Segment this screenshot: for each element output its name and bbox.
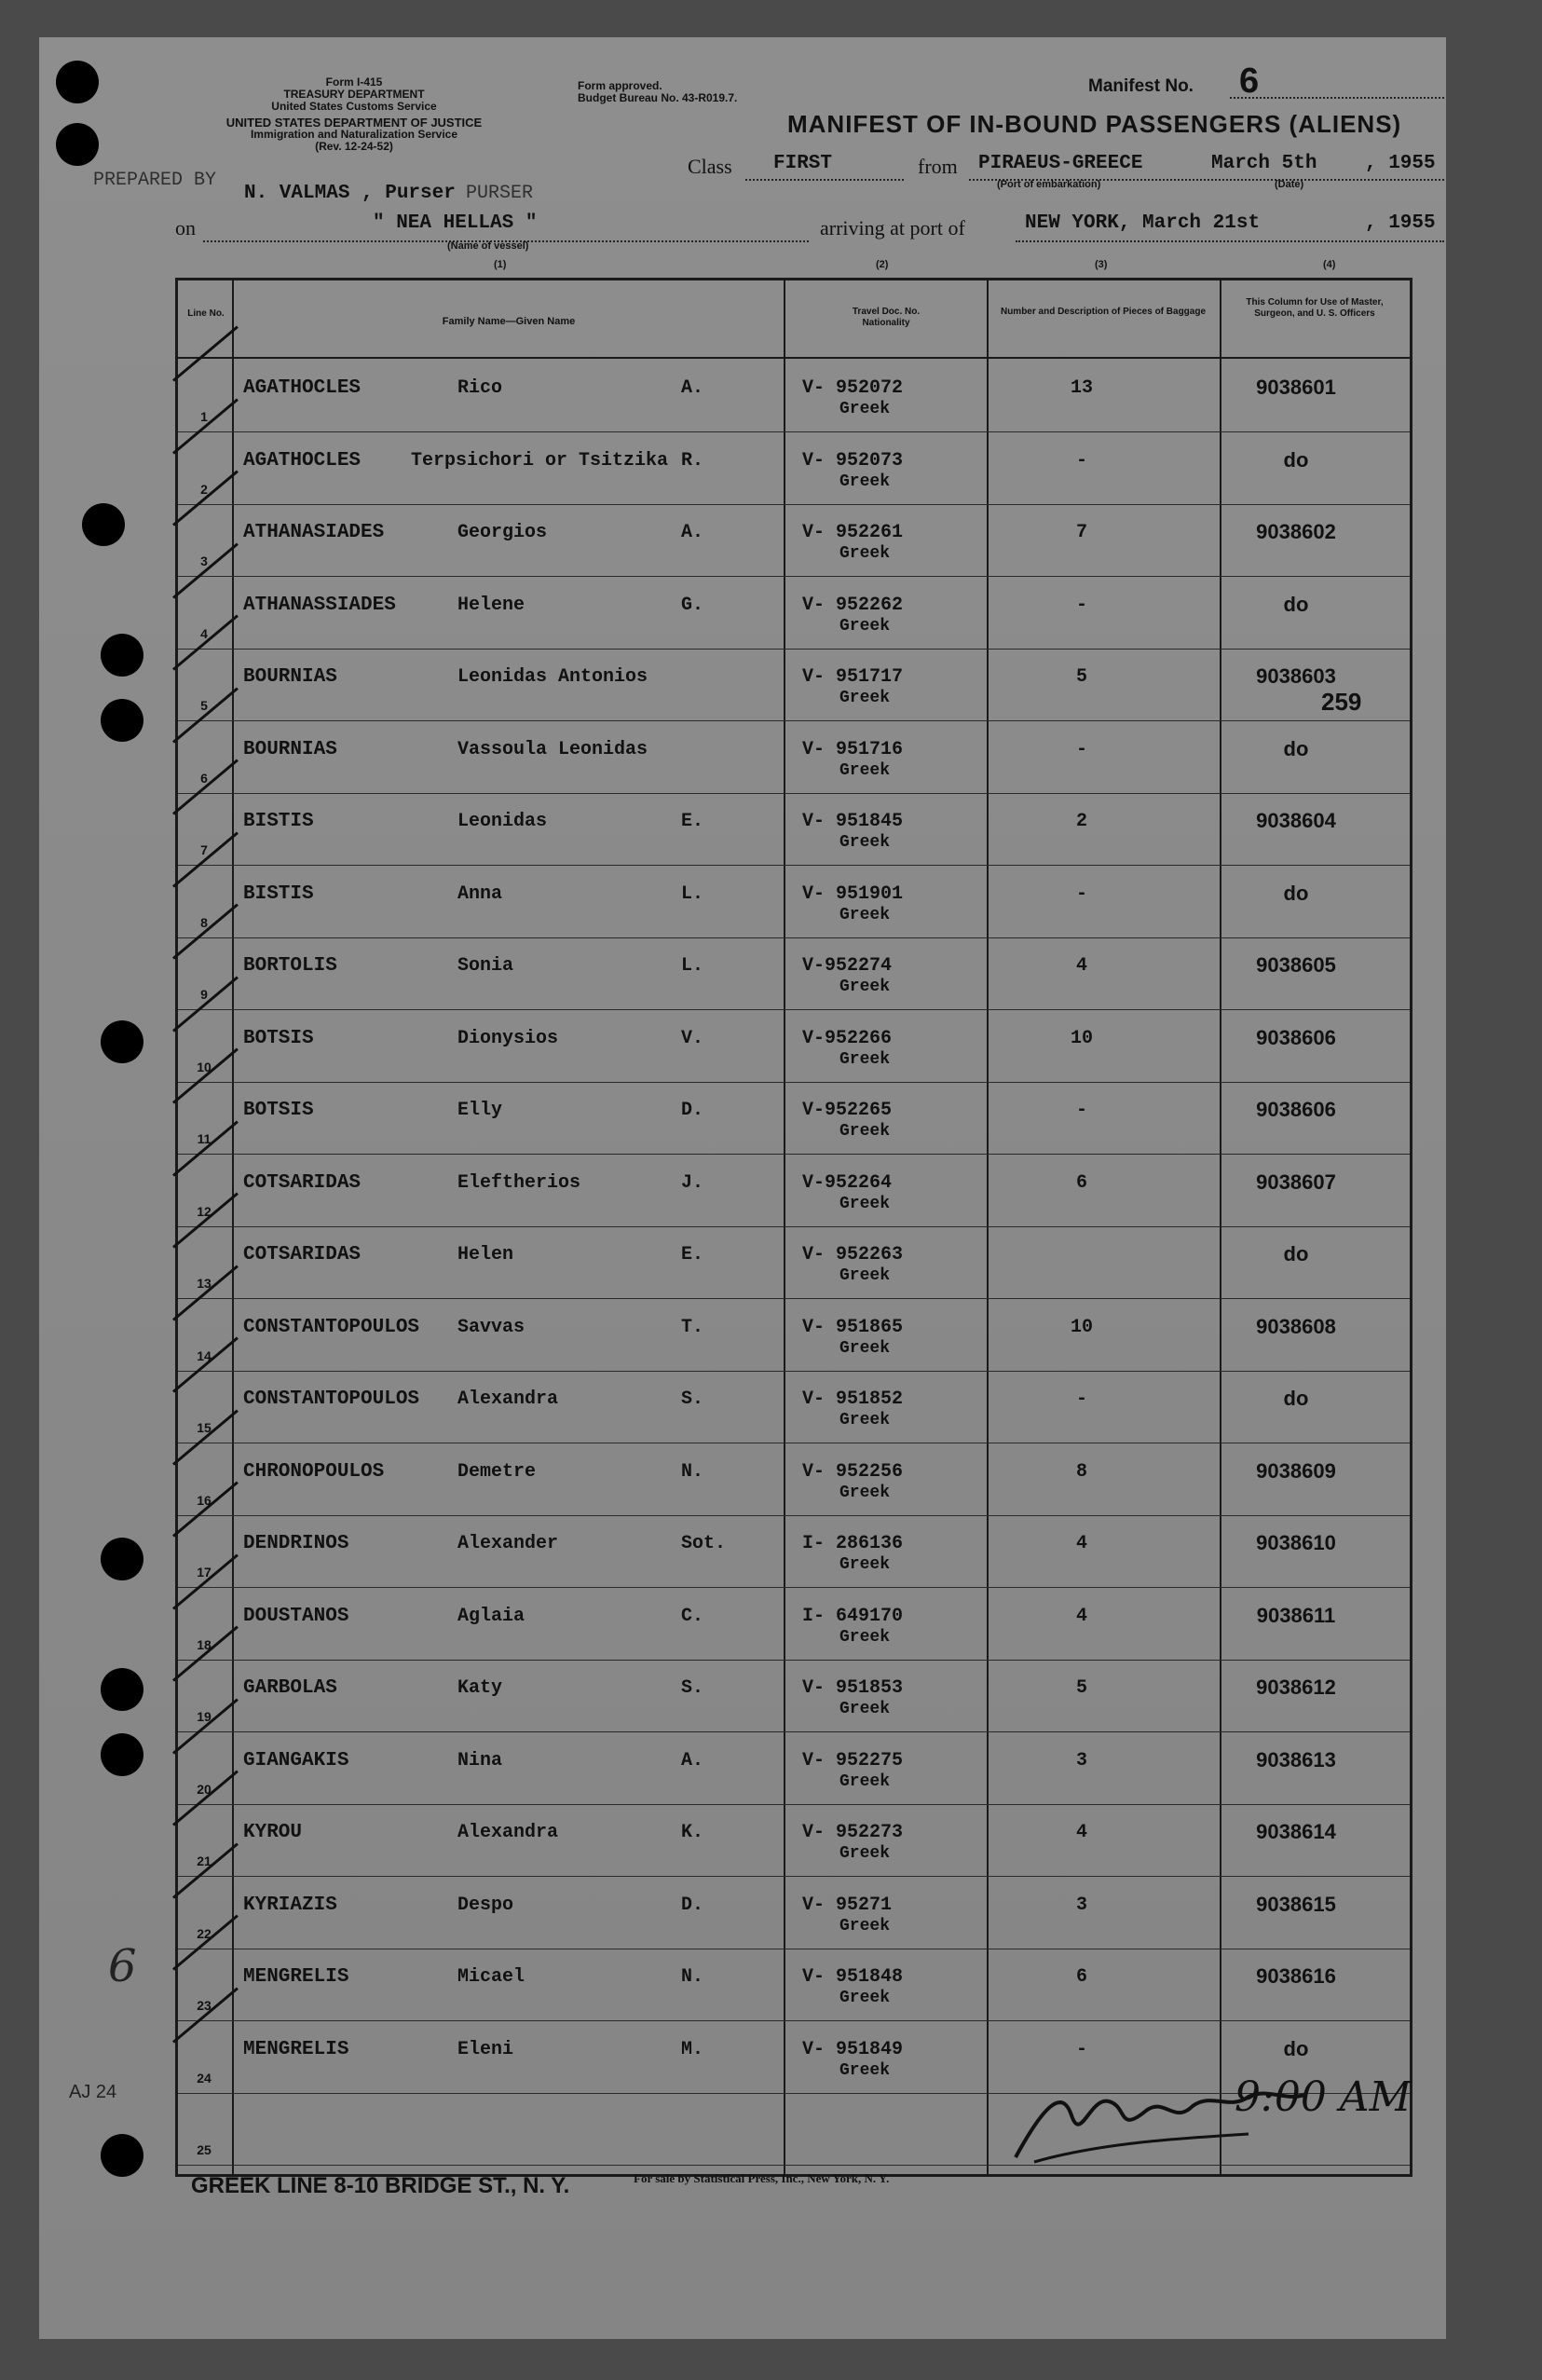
table-row	[178, 938, 1410, 1011]
table-row	[178, 361, 1410, 433]
officer-number: do	[1283, 2036, 1309, 2060]
nationality: Greek	[839, 472, 891, 491]
form-number-block	[168, 76, 540, 153]
officer-number: do	[1283, 592, 1309, 616]
punch-hole	[82, 503, 125, 546]
baggage-count: 6	[1075, 1966, 1087, 1988]
nationality: Greek	[839, 1483, 891, 1502]
table-row	[178, 1011, 1410, 1084]
table-row	[178, 1083, 1410, 1156]
baggage-count: 10	[1070, 1027, 1093, 1049]
margin-aj: AJ 24	[69, 2082, 117, 2102]
baggage-count: -	[1075, 449, 1087, 472]
page-title: MANIFEST OF IN-BOUND PASSENGERS (ALIENS)	[787, 110, 1402, 138]
travel-doc-number: V- 951845	[802, 811, 904, 832]
family-name: KYRIAZIS	[243, 1894, 337, 1916]
table-row	[178, 1589, 1410, 1662]
given-name: Alexandra	[457, 1388, 559, 1410]
line-number: 17	[197, 1565, 212, 1580]
family-name: BISTIS	[243, 882, 314, 905]
middle-initial: T.	[681, 1316, 704, 1338]
line-number: 9	[200, 987, 208, 1002]
officer-number: 9038613	[1256, 1747, 1336, 1771]
officer-number: do	[1283, 1387, 1309, 1410]
nationality: Greek	[839, 689, 891, 707]
family-name: GIANGAKIS	[243, 1749, 349, 1771]
officer-number: 9038605	[1256, 953, 1336, 977]
justice-dept: UNITED STATES DEPARTMENT OF JUSTICE	[225, 116, 483, 130]
nationality: Greek	[839, 400, 891, 418]
embark-date: March 5th	[1211, 153, 1317, 174]
table-row	[178, 1156, 1410, 1228]
nationality: Greek	[839, 1049, 891, 1069]
middle-initial: S.	[681, 1677, 704, 1699]
baggage-count: 4	[1075, 1533, 1087, 1554]
header-rule	[178, 357, 1410, 359]
line-number: 23	[197, 1998, 212, 2013]
family-name: BOTSIS	[243, 1027, 314, 1049]
given-name: Leonidas Antonios	[457, 666, 648, 688]
family-name: COTSARIDAS	[243, 1171, 362, 1194]
baggage-count: 5	[1075, 666, 1087, 688]
middle-initial: N.	[681, 1460, 704, 1483]
family-name: CHRONOPOULOS	[243, 1460, 385, 1483]
officer-number: 9038614	[1256, 1820, 1336, 1843]
nationality: Greek	[839, 1411, 891, 1429]
baggage-count: 5	[1075, 1677, 1087, 1699]
nationality: Greek	[839, 544, 891, 563]
middle-initial: A.	[681, 377, 704, 399]
baggage-count: 4	[1075, 1605, 1087, 1627]
baggage-count: 4	[1075, 955, 1087, 977]
middle-initial: J.	[681, 1171, 704, 1194]
line-number: 25	[197, 2142, 212, 2157]
approval-block	[578, 80, 737, 104]
family-name: MENGRELIS	[243, 2038, 349, 2060]
baggage-count: 6	[1075, 1171, 1087, 1194]
given-name: Eleftherios	[457, 1171, 581, 1194]
officer-number: 9038612	[1256, 1676, 1336, 1699]
family-name: BISTIS	[243, 811, 314, 832]
middle-initial: G.	[681, 594, 704, 616]
middle-initial: Sot.	[681, 1533, 727, 1554]
officer-signature	[1006, 2069, 1323, 2171]
baggage-count: -	[1075, 2038, 1087, 2060]
officer-number: 9038616	[1256, 1964, 1336, 1988]
officer-number: do	[1283, 447, 1309, 472]
vessel-caption: (Name of vessel)	[447, 240, 529, 252]
ins-service: Immigration and Naturalization Service	[250, 128, 458, 141]
officer-number: 9038602	[1256, 520, 1336, 543]
table-row	[178, 1372, 1410, 1444]
baggage-count: -	[1075, 1388, 1087, 1410]
middle-initial: E.	[681, 1244, 704, 1265]
middle-initial: C.	[681, 1605, 704, 1627]
family-name: BOURNIAS	[243, 666, 337, 688]
baggage-count: 3	[1075, 1894, 1087, 1916]
table-row	[178, 650, 1410, 722]
table-row	[178, 1733, 1410, 1806]
nationality: Greek	[839, 1266, 891, 1285]
given-name: Micael	[457, 1966, 525, 1988]
given-name: Despo	[457, 1894, 514, 1916]
row5-annotation: 259	[1321, 688, 1362, 716]
baggage-count: 10	[1070, 1316, 1093, 1338]
header-officers: This Column for Use of Master, Surgeon, and U. S. Officers	[1246, 297, 1384, 319]
on-label: on	[175, 216, 196, 239]
class-value: FIRST	[773, 153, 833, 174]
family-name: COTSARIDAS	[243, 1244, 362, 1265]
officer-number: 9038606	[1256, 1025, 1336, 1049]
arriving-label: arriving at port of	[820, 216, 965, 239]
officer-number: 9038611	[1256, 1603, 1336, 1627]
travel-doc-number: V- 952073	[802, 449, 904, 472]
given-name: Sonia	[457, 955, 514, 977]
nationality: Greek	[839, 905, 891, 924]
officer-number: 9038601	[1256, 376, 1336, 399]
line-number: 6	[200, 770, 208, 786]
family-name: AGATHOCLES	[243, 377, 362, 399]
middle-initial: D.	[681, 1100, 704, 1121]
check-mark	[172, 326, 239, 382]
nationality: Greek	[839, 1771, 891, 1791]
arrival-line	[1016, 240, 1444, 242]
nationality: Greek	[839, 1338, 891, 1358]
line-number: 14	[197, 1347, 212, 1363]
middle-initial: M.	[681, 2038, 704, 2060]
given-name: Savvas	[457, 1316, 525, 1338]
table-row	[178, 1516, 1410, 1589]
given-name: Elly	[457, 1100, 503, 1121]
nationality: Greek	[839, 1122, 891, 1141]
header-name: Family Name—Given Name	[442, 316, 576, 327]
line-number: 24	[197, 2070, 212, 2086]
line-number: 20	[197, 1781, 212, 1797]
family-name: AGATHOCLES	[243, 449, 362, 472]
given-name: Dionysios	[457, 1027, 559, 1049]
middle-initial: R.	[681, 449, 704, 472]
family-name: BOTSIS	[243, 1100, 314, 1121]
officer-number: 9038609	[1256, 1458, 1336, 1483]
given-name: Terpsichori or Tsitzika	[411, 449, 669, 472]
baggage-count: -	[1075, 738, 1087, 760]
nationality: Greek	[839, 833, 891, 852]
travel-doc-number: V- 952263	[802, 1244, 904, 1265]
punch-hole	[101, 1538, 143, 1580]
col-number-2: (2)	[876, 259, 889, 270]
family-name: CONSTANTOPOULOS	[243, 1388, 420, 1410]
baggage-count: 7	[1075, 522, 1087, 543]
header-line-no: Line No.	[187, 308, 225, 319]
given-name: Anna	[457, 882, 503, 905]
travel-doc-number: V- 951848	[802, 1966, 904, 1988]
middle-initial: K.	[681, 1822, 704, 1843]
travel-doc-number: V- 951852	[802, 1388, 904, 1410]
family-name: ATHANASIADES	[243, 522, 385, 543]
class-line	[745, 179, 904, 181]
middle-initial: V.	[681, 1027, 704, 1049]
table-row	[178, 1805, 1410, 1878]
table-row	[178, 1444, 1410, 1517]
table-row	[178, 433, 1410, 506]
given-name: Aglaia	[457, 1605, 525, 1627]
punch-hole	[56, 61, 99, 103]
budget-bureau: Budget Bureau No. 43-R019.7.	[578, 91, 738, 104]
printer-right: For sale by Statistical Press, Inc., New York, N. Y.	[634, 2171, 890, 2185]
given-name: Katy	[457, 1677, 503, 1699]
manifest-number: 6	[1239, 62, 1260, 101]
travel-doc-number: V- 951717	[802, 666, 904, 688]
header-doc: Travel Doc. No. Nationality	[852, 307, 921, 328]
passenger-table	[175, 278, 1412, 2177]
table-row	[178, 505, 1410, 578]
nationality: Greek	[839, 1916, 891, 1935]
middle-initial: E.	[681, 811, 704, 832]
baggage-count: 2	[1075, 811, 1087, 832]
line-number: 22	[197, 1925, 212, 1941]
given-name: Alexander	[457, 1533, 559, 1554]
punch-hole	[101, 1020, 143, 1063]
signature-underline	[1034, 2134, 1249, 2162]
punch-hole	[101, 699, 143, 742]
travel-doc-number: V-952274	[802, 955, 893, 977]
travel-doc-number: V- 95271	[802, 1894, 893, 1916]
table-row	[178, 578, 1410, 650]
officer-number: 9038608	[1256, 1314, 1336, 1338]
travel-doc-number: V- 952261	[802, 522, 904, 543]
line-number: 19	[197, 1709, 212, 1724]
revision: (Rev. 12-24-52)	[315, 140, 393, 153]
given-name: Eleni	[457, 2038, 514, 2060]
class-label: Class	[688, 155, 732, 178]
nationality: Greek	[839, 978, 891, 996]
arrival-year: , 1955	[1365, 212, 1436, 234]
middle-initial: D.	[681, 1894, 704, 1916]
family-name: DENDRINOS	[243, 1533, 349, 1554]
prepared-by-label: PREPARED BY	[93, 170, 217, 191]
table-row	[178, 794, 1410, 867]
travel-doc-number: V- 952275	[802, 1749, 904, 1771]
punch-hole	[56, 123, 99, 166]
middle-initial: L.	[681, 882, 704, 905]
travel-doc-number: V- 952072	[802, 377, 904, 399]
punch-hole	[101, 1668, 143, 1711]
punch-hole	[101, 1733, 143, 1776]
line-number: 5	[200, 698, 208, 713]
line-number: 13	[197, 1276, 212, 1291]
prepared-by-value: N. VALMAS , Purser	[244, 183, 456, 204]
line-number: 1	[200, 409, 208, 424]
vessel-name: " NEA HELLAS "	[373, 212, 538, 234]
officer-number: 9038606	[1256, 1098, 1336, 1121]
punch-hole	[101, 2134, 143, 2177]
col-number-4: (4)	[1323, 259, 1336, 270]
table-row	[178, 1878, 1410, 1950]
table-row	[178, 1300, 1410, 1373]
customs-service: United States Customs Service	[271, 100, 437, 113]
embark-port: PIRAEUS-GREECE	[978, 153, 1143, 174]
line-number: 4	[200, 625, 208, 641]
baggage-count: -	[1075, 594, 1087, 616]
line-number: 2	[200, 481, 208, 497]
line-number: 16	[197, 1492, 212, 1508]
officer-number: do	[1283, 881, 1309, 905]
nationality: Greek	[839, 1989, 891, 2007]
manifest-number-label: Manifest No.	[1088, 76, 1194, 96]
printer-left: GREEK LINE 8-10 BRIDGE ST., N. Y.	[191, 2173, 570, 2198]
table-row	[178, 867, 1410, 939]
given-name: Georgios	[457, 522, 548, 543]
travel-doc-number: V- 951853	[802, 1677, 904, 1699]
given-name: Helen	[457, 1244, 514, 1265]
family-name: BORTOLIS	[243, 955, 337, 977]
margin-six: 6	[108, 1940, 137, 1992]
officer-number: 9038603	[1256, 664, 1336, 688]
baggage-count: 13	[1070, 377, 1093, 399]
line-number: 11	[197, 1131, 212, 1146]
travel-doc-number: I- 649170	[802, 1605, 904, 1627]
arrival-port: NEW YORK, March 21st	[1025, 212, 1261, 234]
travel-doc-number: V-952265	[802, 1100, 893, 1121]
nationality: Greek	[839, 1194, 891, 1213]
family-name: CONSTANTOPOULOS	[243, 1316, 420, 1338]
line-number: 3	[200, 554, 208, 568]
punch-hole	[101, 634, 143, 677]
line-number: 8	[200, 914, 208, 930]
table-row	[178, 1227, 1410, 1300]
middle-initial: N.	[681, 1966, 704, 1988]
signature-stroke	[1016, 2093, 1304, 2157]
middle-initial: S.	[681, 1388, 704, 1410]
treasury-dept: TREASURY DEPARTMENT	[283, 88, 425, 101]
table-row	[178, 1949, 1410, 2022]
given-name: Helene	[457, 594, 525, 616]
form-approved: Form approved.	[578, 79, 662, 92]
middle-initial: L.	[681, 955, 704, 977]
officer-number: 9038607	[1256, 1169, 1336, 1194]
travel-doc-number: V- 952273	[802, 1822, 904, 1843]
col-number-1: (1)	[494, 259, 507, 270]
officer-number: do	[1283, 736, 1309, 760]
family-name: DOUSTANOS	[243, 1605, 349, 1627]
travel-doc-number: V- 951716	[802, 738, 904, 760]
travel-doc-number: V- 951901	[802, 882, 904, 905]
given-name: Vassoula Leonidas	[457, 738, 648, 760]
middle-initial: A.	[681, 522, 704, 543]
travel-doc-number: V- 952256	[802, 1460, 904, 1483]
nationality: Greek	[839, 616, 891, 636]
time-note: 9:00 AM	[1235, 2073, 1412, 2121]
travel-doc-number: I- 286136	[802, 1533, 904, 1554]
baggage-count: 3	[1075, 1749, 1087, 1771]
given-name: Nina	[457, 1749, 503, 1771]
travel-doc-number: V-952266	[802, 1027, 893, 1049]
travel-doc-number: V- 951865	[802, 1316, 904, 1338]
from-label: from	[918, 155, 958, 178]
given-name: Rico	[457, 377, 503, 399]
table-row	[178, 722, 1410, 795]
travel-doc-number: V- 952262	[802, 594, 904, 616]
officer-number: 9038604	[1256, 809, 1336, 832]
officer-number: do	[1283, 1242, 1309, 1265]
officer-number: 9038615	[1256, 1892, 1336, 1916]
col-number-3: (3)	[1095, 259, 1108, 270]
family-name: MENGRELIS	[243, 1966, 349, 1988]
travel-doc-number: V-952264	[802, 1171, 893, 1194]
given-name: Demetre	[457, 1460, 537, 1483]
embark-year: , 1955	[1365, 153, 1436, 174]
given-name: Leonidas	[457, 811, 548, 832]
travel-doc-number: V- 951849	[802, 2038, 904, 2060]
line-number: 15	[197, 1420, 212, 1435]
line-number: 10	[197, 1059, 212, 1074]
family-name: BOURNIAS	[243, 738, 337, 760]
header-baggage: Number and Description of Pieces of Baggage	[1000, 307, 1207, 317]
baggage-count: 8	[1075, 1460, 1087, 1483]
line-number: 18	[197, 1636, 212, 1652]
family-name: KYROU	[243, 1822, 303, 1843]
nationality: Greek	[839, 1844, 891, 1863]
table-row	[178, 1661, 1410, 1733]
date-caption: (Date)	[1275, 179, 1304, 190]
form-number: Form I-415	[325, 75, 383, 89]
nationality: Greek	[839, 2060, 891, 2080]
line-number: 21	[197, 1853, 212, 1868]
family-name: ATHANASSIADES	[243, 594, 396, 616]
family-name: GARBOLAS	[243, 1677, 337, 1699]
line-number: 7	[200, 842, 208, 857]
baggage-count: -	[1075, 882, 1087, 905]
given-name: Alexandra	[457, 1822, 559, 1843]
middle-initial: A.	[681, 1749, 704, 1771]
manifest-number-line	[1230, 97, 1444, 99]
nationality: Greek	[839, 1627, 891, 1647]
purser-stamp: PURSER	[466, 183, 534, 204]
nationality: Greek	[839, 1700, 891, 1718]
port-caption: (Port of embarkation)	[997, 179, 1101, 190]
officer-number: 9038610	[1256, 1531, 1336, 1554]
baggage-count: -	[1075, 1100, 1087, 1121]
line-number: 12	[197, 1203, 212, 1219]
nationality: Greek	[839, 1555, 891, 1574]
baggage-count: 4	[1075, 1822, 1087, 1843]
nationality: Greek	[839, 760, 891, 780]
